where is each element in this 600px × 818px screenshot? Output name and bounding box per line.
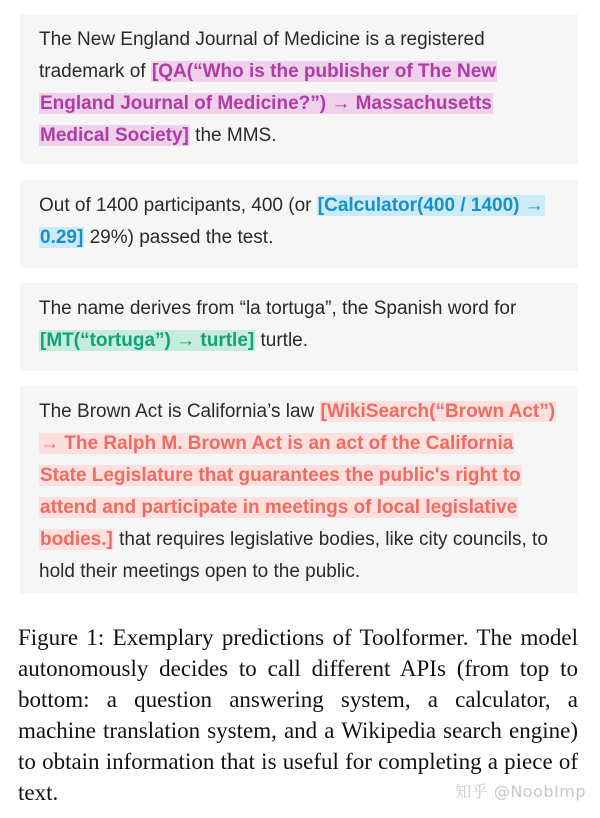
example-machine-translation [20, 283, 578, 371]
example-wiki-text-before: The Brown Act is California’s law [39, 401, 320, 422]
watermark: 知乎 @NoobImp [455, 782, 586, 801]
example-calculator [20, 180, 578, 268]
example-mt-api-call: [MT(“tortuga”) → turtle] [40, 330, 255, 351]
figure-caption: Figure 1: Exemplary predictions of Toolformer. The model autonomously decides to call different APIs (from top to bottom: a question answering system, a calculator, a machine translation system, and a Wikipedia search engine) to obtain information that is useful for completing a piece of text. [18, 625, 578, 805]
example-wiki-api-call: [WikiSearch(“Brown Act”) → The Ralph M. Brown Act is an act of the California State Legislature that guarantees the public's right to attend and participate in meetings of local legislative bodies.] [40, 401, 556, 550]
example-wiki-text-after: that requires legislative bodies, like city councils, to hold their meetings open to the public. [39, 529, 548, 582]
example-qa-api-call: [QA(“Who is the publisher of The New England Journal of Medicine?”) → Massachusetts Medical Society] [40, 61, 497, 146]
example-qa-text-before: The New England Journal of Medicine is a registered trademark of [39, 29, 485, 82]
example-mt-text-before: The name derives from “la tortuga”, the Spanish word for [39, 298, 517, 319]
example-qa-text-after: the MMS. [189, 125, 277, 146]
example-qa [20, 14, 578, 164]
example-calculator-text-after: 29%) passed the test. [84, 227, 274, 248]
example-calculator-text-before: Out of 1400 participants, 400 (or [39, 195, 317, 216]
example-wikisearch [20, 386, 578, 594]
example-calculator-api-call: [Calculator(400 / 1400) → 0.29] [40, 195, 544, 248]
example-mt-text-after: turtle. [255, 330, 309, 351]
